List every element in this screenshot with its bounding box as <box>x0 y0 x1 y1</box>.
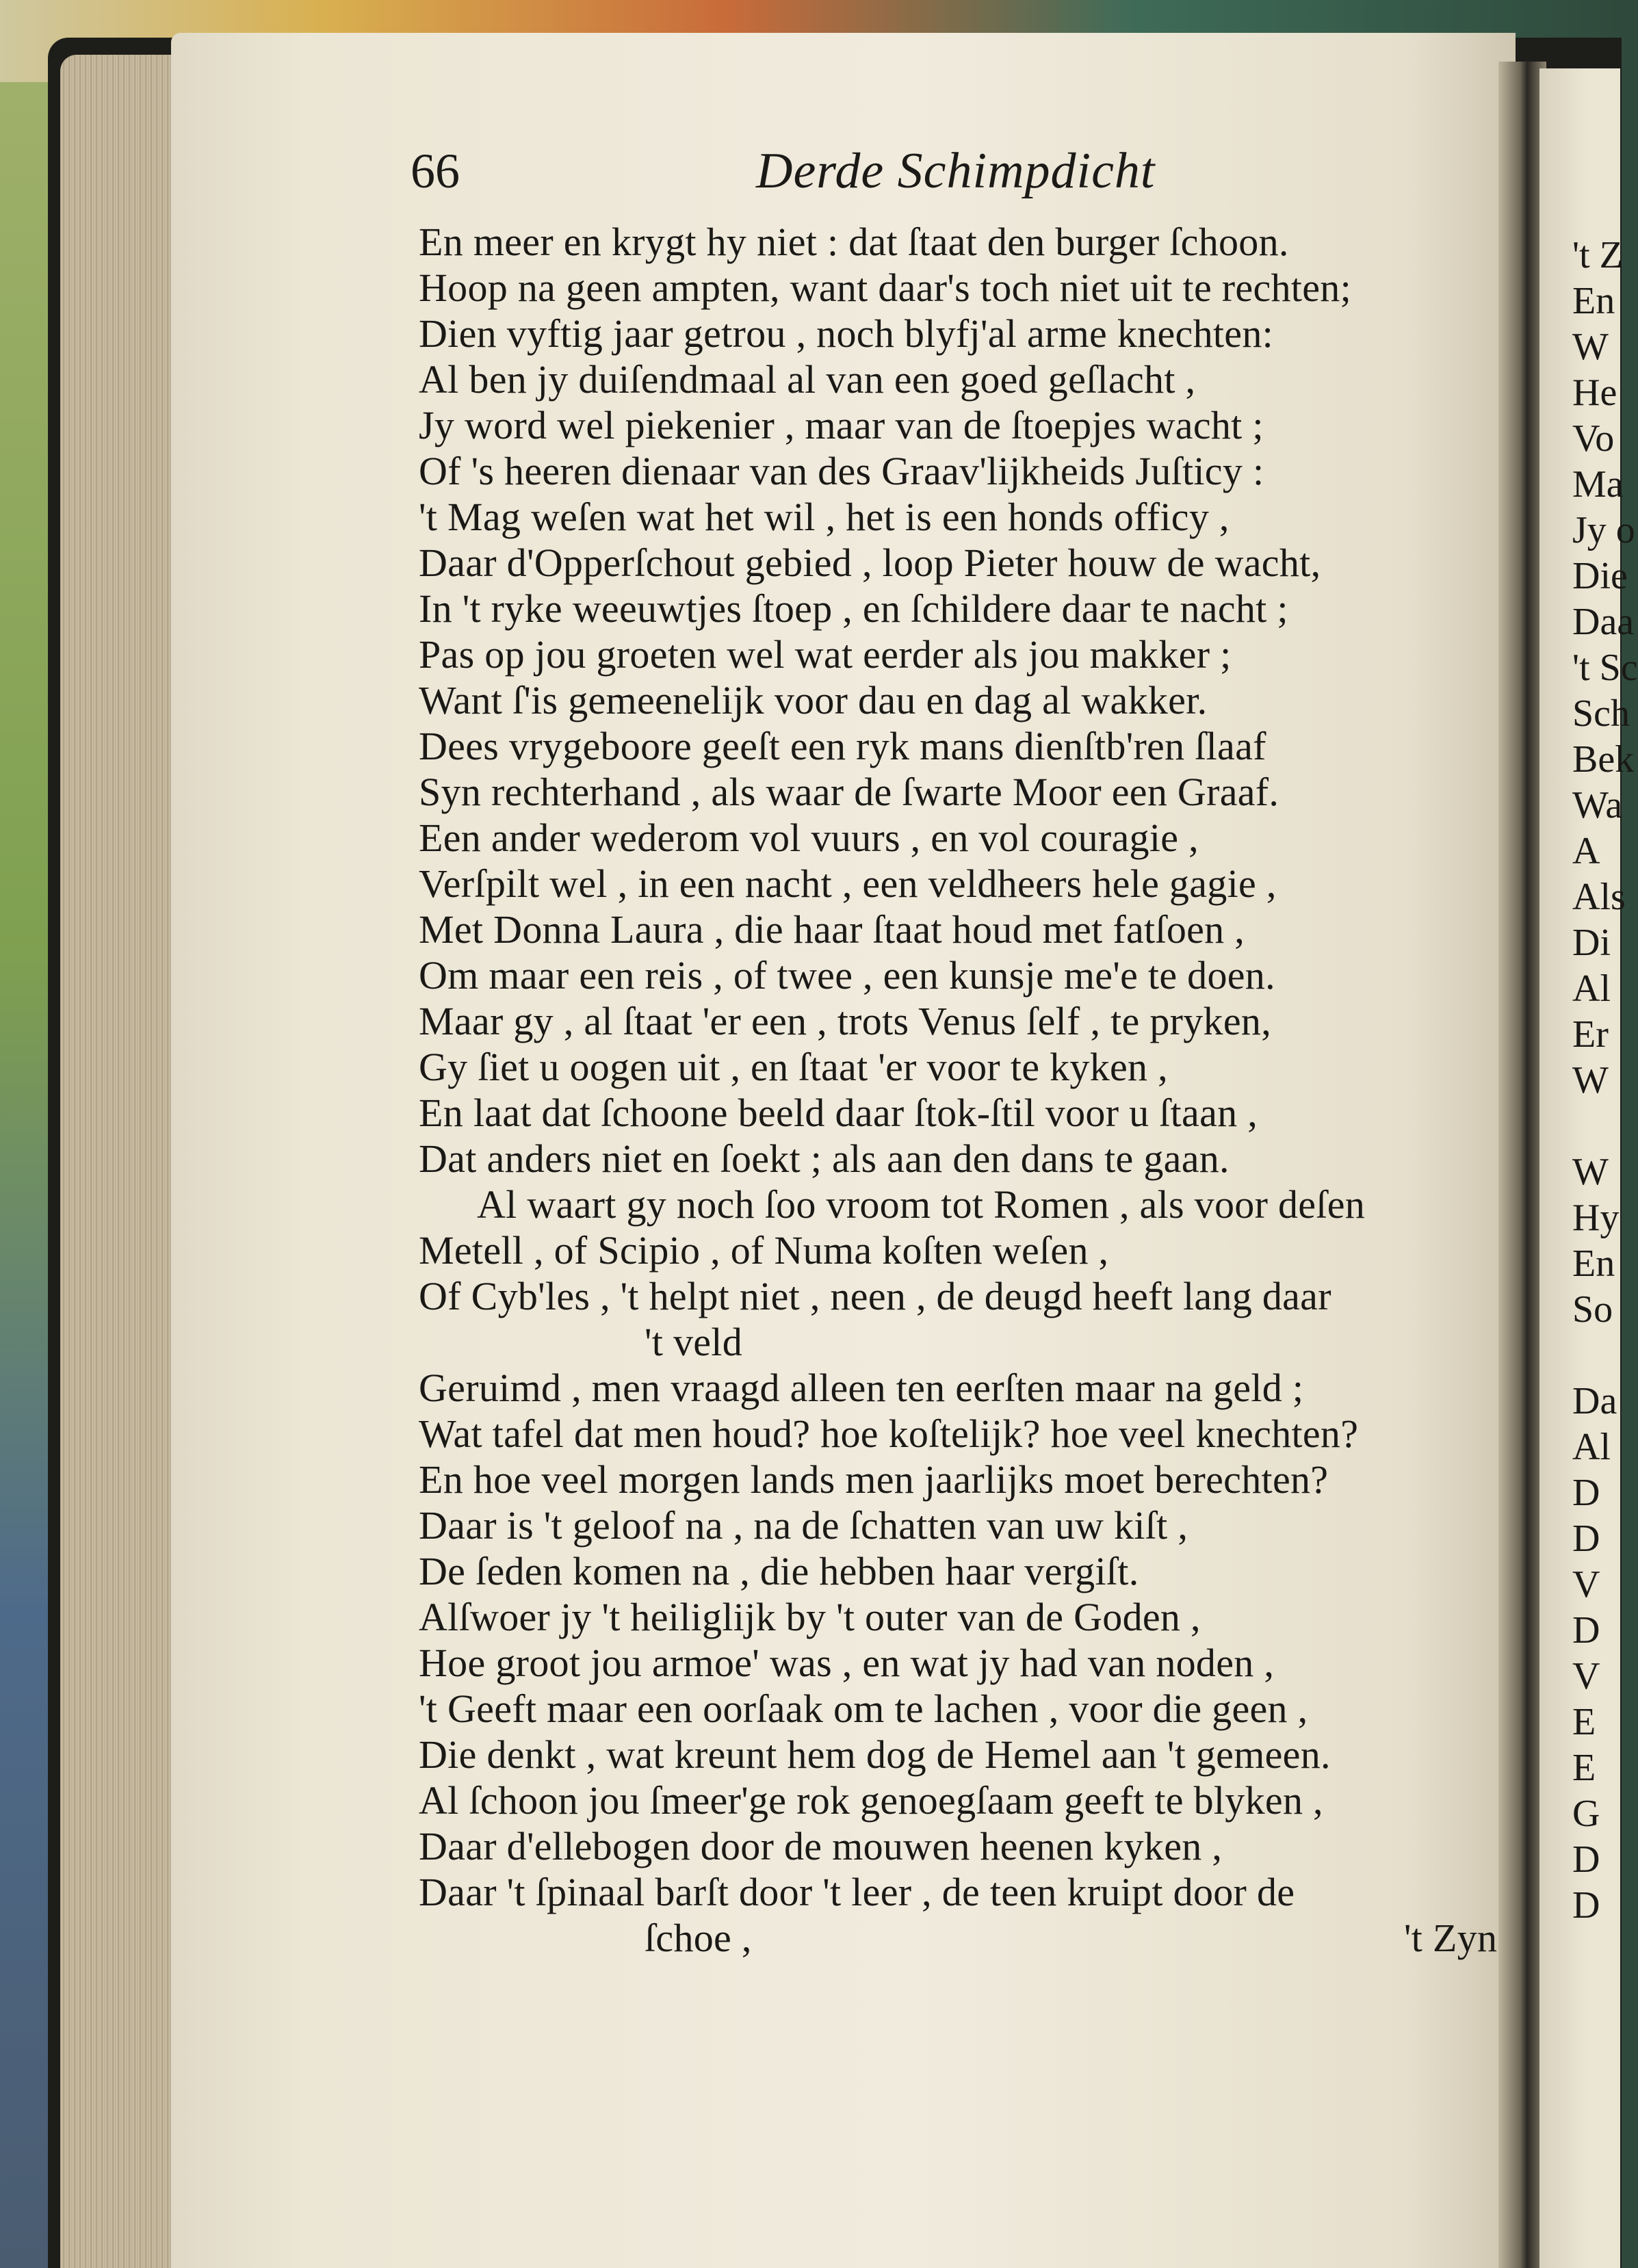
poem-line: Dien vyftig jaar getrou , noch blyfj'al arme knechten: <box>419 311 1274 356</box>
facing-gap <box>1572 1104 1620 1149</box>
facing-line: Jy o <box>1572 509 1635 551</box>
poem-line: 't Geeft maar een oorſaak om te lachen , voor die geen , <box>419 1686 1308 1731</box>
poem-line: Hoop na geen ampten, want daar's toch niet uit te rechten; <box>419 265 1351 310</box>
poem-line: Pas op jou groeten wel wat eerder als jou makker ; <box>419 632 1232 677</box>
facing-line: Bek <box>1572 738 1635 781</box>
poem-line: Alſwoer jy 't heiliglijk by 't outer van de Goden , <box>419 1595 1201 1639</box>
facing-line: E <box>1572 1701 1596 1743</box>
poem-line: 't Mag weſen wat het wil , het is een honds officy , <box>419 495 1230 539</box>
poem-text <box>419 219 1527 1961</box>
poem-line: In 't ryke weeuwtjes ſtoep , en ſchildere daar te nacht ; <box>419 586 1288 631</box>
poem-line: Dees vrygeboore geeſt een ryk mans dienſtb'ren ſlaaf <box>419 724 1266 768</box>
poem-line: Daar d'ellebogen door de mouwen heenen kyken , <box>419 1824 1223 1868</box>
facing-line: D <box>1572 1517 1600 1560</box>
page-header <box>411 140 1382 202</box>
facing-line: Al <box>1572 967 1611 1010</box>
facing-line: D <box>1572 1609 1600 1652</box>
running-title: Derde Schimpdicht <box>756 143 1156 199</box>
facing-line: G <box>1572 1793 1600 1835</box>
facing-line: W <box>1572 1059 1609 1102</box>
facing-line: Vo <box>1572 417 1615 460</box>
poem-line: En hoe veel morgen lands men jaarlijks moet berechten? <box>419 1457 1329 1502</box>
facing-line: En <box>1572 1242 1615 1285</box>
facing-line: Daa <box>1572 601 1635 643</box>
poem-line: Metell , of Scipio , of Numa koſten weſen , <box>419 1228 1109 1273</box>
poem-line: Syn rechterhand , als waar de ſwarte Moor een Graaf. <box>419 770 1279 814</box>
facing-line: 't Z <box>1572 234 1623 276</box>
facing-line: V <box>1572 1563 1600 1606</box>
facing-line: Di <box>1572 922 1611 964</box>
facing-line: Als <box>1572 876 1626 918</box>
facing-line: Er <box>1572 1013 1609 1056</box>
poem-line: Hoe groot jou armoe' was , en wat jy had van noden , <box>419 1641 1275 1685</box>
poem-line: Maar gy , al ſtaat 'er een , trots Venus ſelf , te pryken, <box>419 999 1271 1043</box>
poem-line: De ſeden komen na , die hebben haar vergiſt. <box>419 1549 1139 1593</box>
poem-line: Of 's heeren dienaar van des Graav'lijkheids Juſticy : <box>419 449 1264 493</box>
facing-line: En <box>1572 280 1615 322</box>
facing-line: W <box>1572 326 1609 368</box>
poem-line: Geruimd , men vraagd alleen ten eerſten maar na geld ; <box>419 1366 1304 1410</box>
facing-line: D <box>1572 1884 1600 1927</box>
facing-line: 't Sc <box>1572 647 1638 689</box>
facing-line: Sch <box>1572 692 1630 735</box>
facing-line: Hy <box>1572 1197 1620 1239</box>
poem-line: Dat anders niet en ſoekt ; als aan den dans te gaan. <box>419 1136 1230 1181</box>
poem-line: Die denkt , wat kreunt hem dog de Hemel aan 't gemeen. <box>419 1732 1331 1777</box>
facing-line: Die <box>1572 555 1628 597</box>
poem-line: Al ſchoon jou ſmeer'ge rok genoegſaam geeft te blyken , <box>419 1778 1323 1823</box>
facing-gap <box>1572 1333 1620 1379</box>
facing-line: Al <box>1572 1426 1611 1468</box>
facing-line: Wa <box>1572 784 1623 826</box>
poem-line: Met Donna Laura , die haar ſtaat houd met fatſoen , <box>419 907 1245 952</box>
poem-line-continuation <box>419 1915 1527 1961</box>
poem-line: Gy ſiet u oogen uit , en ſtaat 'er voor te kyken , <box>419 1045 1168 1089</box>
facing-line: He <box>1572 372 1617 414</box>
facing-page-text <box>1572 233 1638 1929</box>
poem-line: Daar d'Opperſchout gebied , loop Pieter houw de wacht, <box>419 540 1321 585</box>
facing-line: V <box>1572 1655 1600 1697</box>
facing-line: Ma <box>1572 463 1624 506</box>
catchword: 't Zyn <box>1404 1916 1498 1960</box>
facing-line: D <box>1572 1472 1600 1514</box>
poem-line: Daar 't ſpinaal barſt door 't leer , de teen kruipt door de <box>419 1870 1295 1914</box>
page-number: 66 <box>411 144 460 198</box>
poem-line: Om maar een reis , of twee , een kunsje me'e te doen. <box>419 953 1275 998</box>
poem-line: Een ander wederom vol vuurs , en vol couragie , <box>419 816 1199 860</box>
poem-line: Daar is 't geloof na , na de ſchatten van uw kiſt , <box>419 1503 1188 1548</box>
facing-line: So <box>1572 1288 1613 1331</box>
poem-line: En meer en krygt hy niet : dat ſtaat den burger ſchoon. <box>419 220 1289 264</box>
facing-line: Da <box>1572 1380 1617 1422</box>
last-line-text: ſchoe , <box>645 1916 752 1960</box>
poem-line: Al waart gy noch ſoo vroom tot Romen , als voor deſen <box>477 1182 1366 1227</box>
poem-line: Verſpilt wel , in een nacht , een veldheers hele gagie , <box>419 861 1277 906</box>
poem-line: Al ben jy duiſendmaal al van een goed geſlacht , <box>419 357 1196 402</box>
poem-line: Of Cyb'les , 't helpt niet , neen , de deugd heeft lang daar <box>419 1274 1331 1318</box>
facing-line: D <box>1572 1838 1600 1881</box>
facing-line: A <box>1572 830 1600 872</box>
poem-line: Jy word wel piekenier , maar van de ſtoepjes wacht ; <box>419 403 1264 447</box>
poem-line: Wat tafel dat men houd? hoe koſtelijk? hoe veel knechten? <box>419 1411 1359 1456</box>
poem-line-continuation: 't veld <box>645 1320 743 1364</box>
poem-line: En laat dat ſchoone beeld daar ſtok-ſtil voor u ſtaan , <box>419 1091 1258 1135</box>
poem-line: Want ſ'is gemeenelijk voor dau en dag al wakker. <box>419 678 1208 722</box>
facing-line: E <box>1572 1747 1596 1789</box>
facing-line: W <box>1572 1151 1609 1193</box>
